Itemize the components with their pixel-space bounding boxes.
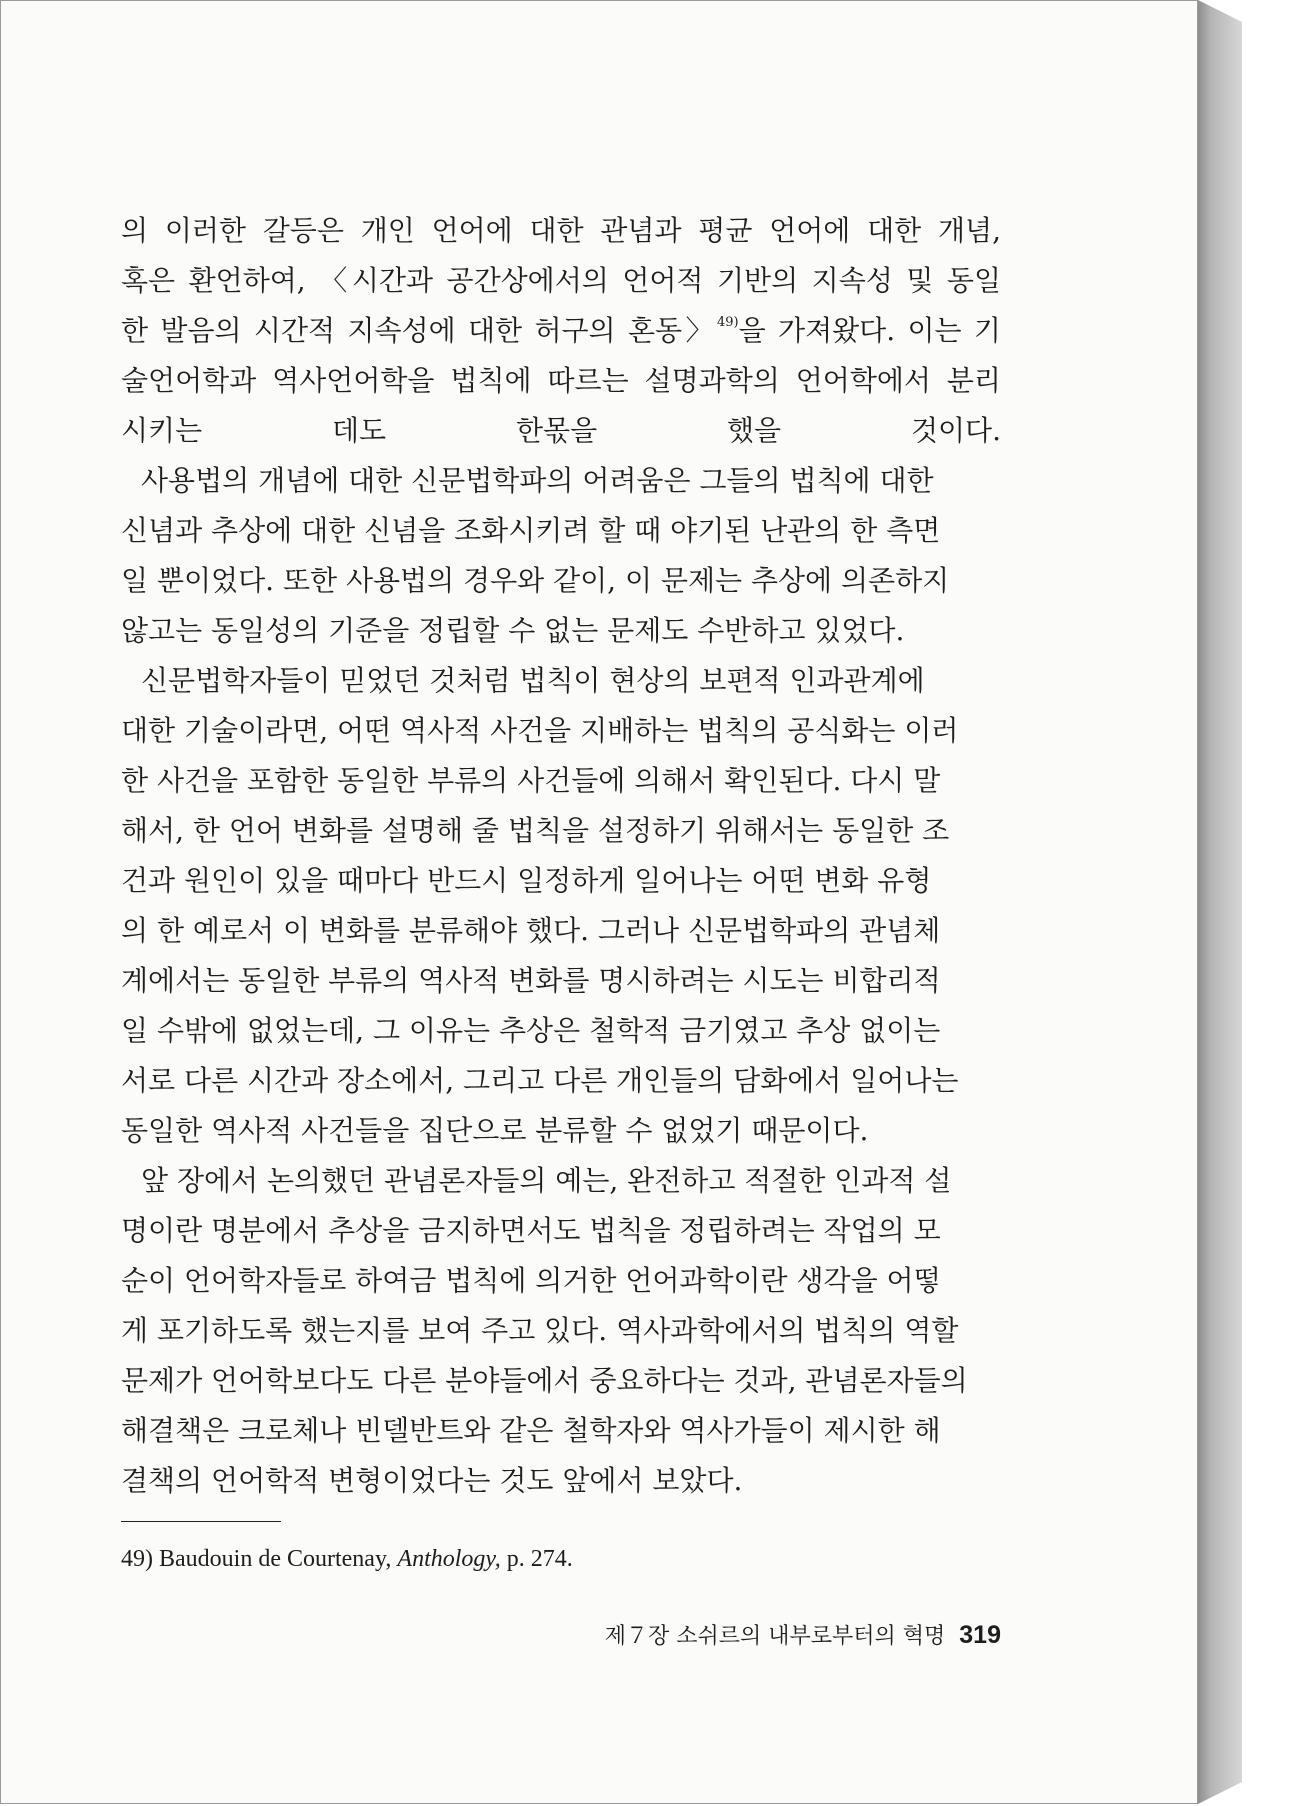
text-line: 시키는 데도 한몫을 했을 것이다. (121, 414, 1001, 447)
text-line: 한 사건을 포함한 동일한 부류의 사건들에 의해서 확인된다. 다시 말 (121, 764, 941, 797)
text-line: 신문법학자들이 믿었던 것처럼 법칙이 현상의 보편적 인과관계에 (141, 664, 925, 697)
text-line: 을 가져왔다. 이는 기 (738, 314, 1001, 347)
text-line: 해서, 한 언어 변화를 설명해 줄 법칙을 설정하기 위해서는 동일한 조 (121, 814, 950, 847)
text-line: 계에서는 동일한 부류의 역사적 변화를 명시하려는 시도는 비합리적 (121, 964, 941, 997)
chapter-title: 제７장 소쉬르의 내부로부터의 혁명 (604, 1624, 946, 1649)
footnote-ref[interactable]: 49) (716, 315, 739, 330)
text-line: 혹은 환언하여, 〈시간과 공간상에서의 언어적 기반의 지속성 및 동일 (121, 264, 1001, 297)
footnote (121, 1539, 1001, 1579)
text-line: 술언어학과 역사언어학을 법칙에 따르는 설명과학의 언어학에서 분리 (121, 364, 1001, 397)
text-line: 신념과 추상에 대한 신념을 조화시키려 할 때 야기된 난관의 한 측면 (121, 514, 941, 547)
text-line: 순이 언어학자들로 하여금 법칙에 의거한 언어과학이란 생각을 어떻 (121, 1264, 941, 1297)
running-footer (501, 1619, 1001, 1650)
body-text (121, 206, 1001, 1506)
text-line: 문제가 언어학보다도 다른 분야들에서 중요하다는 것과, 관념론자들의 (121, 1364, 968, 1397)
page-number: 319 (959, 1621, 1001, 1649)
text-line: 일 뿐이었다. 또한 사용법의 경우와 같이, 이 문제는 추상에 의존하지 (121, 564, 950, 597)
paragraph-2 (121, 456, 1001, 656)
footnote-work-title: Anthology, (397, 1546, 501, 1572)
paragraph-4 (121, 1156, 1001, 1506)
text-line: 해결책은 크로체나 빈델반트와 같은 철학자와 역사가들이 제시한 해 (121, 1414, 941, 1447)
text-line: 결책의 언어학적 변형이었다는 것도 앞에서 보았다. (121, 1464, 743, 1497)
text-line: 앞 장에서 논의했던 관념론자들의 예는, 완전하고 적절한 인과적 설 (141, 1164, 952, 1197)
text-line: 동일한 역사적 사건들을 집단으로 분류할 수 없었기 때문이다. (121, 1114, 869, 1147)
text-line: 대한 기술이라면, 어떤 역사적 사건을 지배하는 법칙의 공식화는 이러 (121, 714, 959, 747)
text-line: 않고는 동일성의 기준을 정립할 수 없는 문제도 수반하고 있었다. (121, 614, 905, 647)
page-stack-edge (1198, 0, 1242, 1804)
text-line: 일 수밖에 없었는데, 그 이유는 추상은 철학적 금기였고 추상 없이는 (121, 1014, 941, 1047)
text-line: 사용법의 개념에 대한 신문법학파의 어려움은 그들의 법칙에 대한 (141, 464, 934, 497)
text-line: 의 이러한 갈등은 개인 언어에 대한 관념과 평균 언어에 대한 개념, (121, 214, 1001, 247)
paragraph-3 (121, 656, 1001, 1156)
text-line: 의 한 예로서 이 변화를 분류해야 했다. 그러나 신문법학파의 관념체 (121, 914, 941, 947)
footnote-divider (121, 1521, 281, 1522)
footnote-pages: p. 274. (506, 1546, 573, 1572)
paragraph-1 (121, 206, 1001, 456)
text-line: 건과 원인이 있을 때마다 반드시 일정하게 일어나는 어떤 변화 유형 (121, 864, 932, 897)
text-line: 서로 다른 시간과 장소에서, 그리고 다른 개인들의 담화에서 일어나는 (121, 1064, 959, 1097)
text-line: 한 발음의 시간적 지속성에 대한 허구의 혼동〉 (121, 314, 717, 347)
footnote-author: Baudouin de Courtenay, (159, 1546, 392, 1572)
text-line: 게 포기하도록 했는지를 보여 주고 있다. 역사과학에서의 법칙의 역할 (121, 1314, 959, 1347)
footnote-number: 49) (121, 1546, 153, 1572)
text-line: 명이란 명분에서 추상을 금지하면서도 법칙을 정립하려는 작업의 모 (121, 1214, 941, 1247)
